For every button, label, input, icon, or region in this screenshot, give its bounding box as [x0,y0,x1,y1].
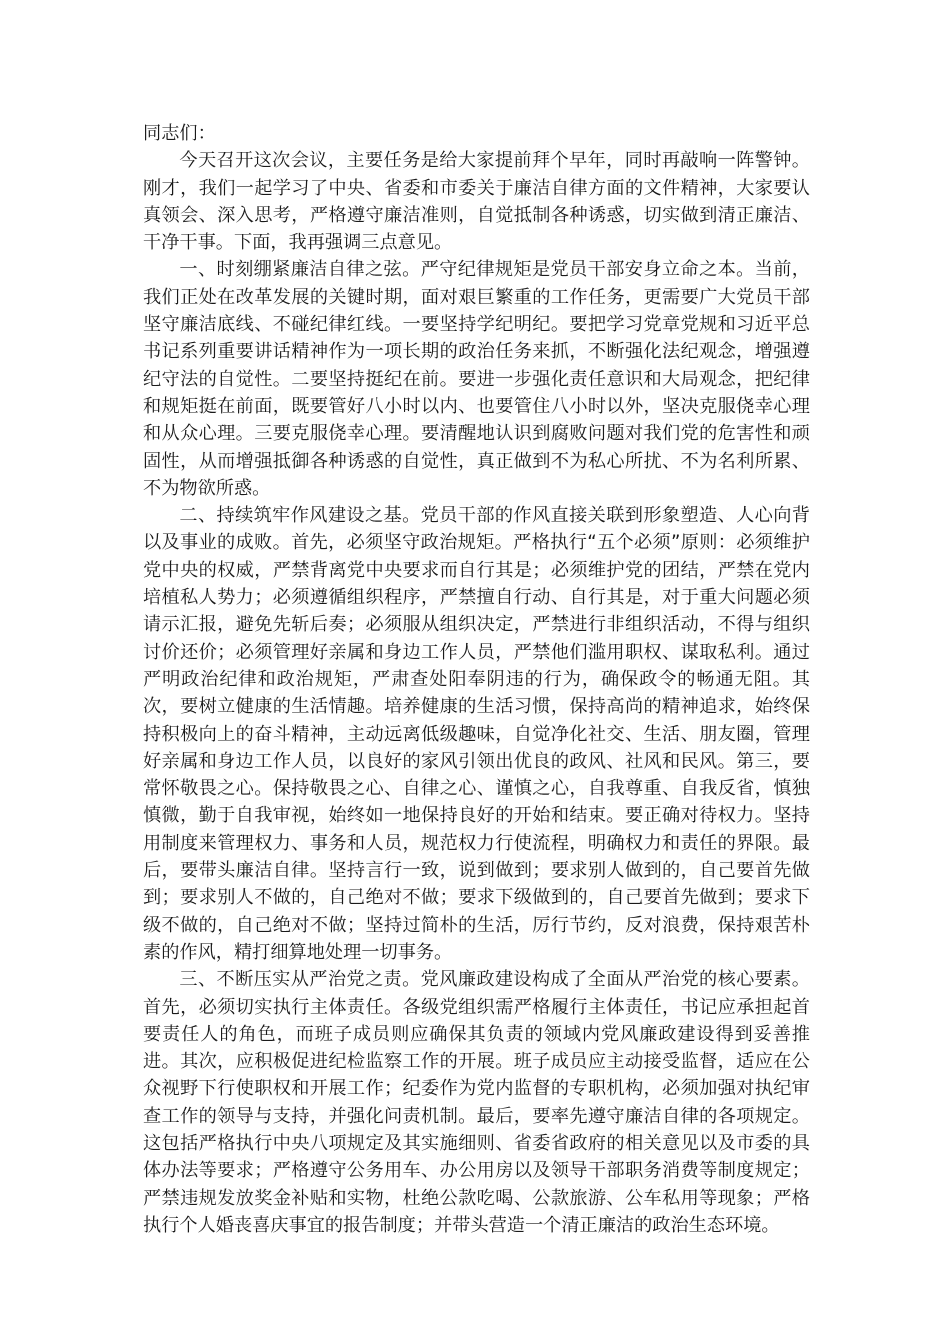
section-1-paragraph: 一、时刻绷紧廉洁自律之弦。严守纪律规矩是党员干部安身立命之本。当前，我们正处在改革发展的关键时期，面对艰巨繁重的工作任务，更需要广大党员干部坚守廉洁底线、不碰纪律红线。一要坚持学纪明纪。要把学习党章党规和习近平总书记系列重要讲话精神作为一项长期的政治任务来抓，不断强化法纪观念，增强遵纪守法的自觉性。二要坚持挺纪在前。要进一步强化责任意识和大局观念，把纪律和规矩挺在前面，既要管好八小时以内、也要管住八小时以外，坚决克服侥幸心理和从众心理。三要克服侥幸心理。要清醒地认识到腐败问题对我们党的危害性和顽固性，从而增强抵御各种诱惑的自觉性，真正做到不为私心所扰、不为名利所累、不为物欲所惑。 [143,259,810,499]
document-body [143,120,810,1239]
salutation: 同志们： [143,123,216,144]
intro-paragraph: 今天召开这次会议，主要任务是给大家提前拜个早年，同时再敲响一阵警钟。刚才，我们一起学习了中央、省委和市委关于廉洁自律方面的文件精神，大家要认真领会、深入思考，严格遵守廉洁准则，自觉抵制各种诱惑，切实做到清正廉洁、干净干事。下面，我再强调三点意见。 [143,150,810,254]
section-3-paragraph: 三、不断压实从严治党之责。党风廉政建设构成了全面从严治党的核心要素。首先，必须切实执行主体责任。各级党组织需严格履行主体责任，书记应承担起首要责任人的角色，而班子成员则应确保其负责的领域内党风廉政建设得到妥善推进。其次，应积极促进纪检监察工作的开展。班子成员应主动接受监督，适应在公众视野下行使职权和开展工作；纪委作为党内监督的专职机构，必须加强对执纪审查工作的领导与支持，并强化问责机制。最后，要率先遵守廉洁自律的各项规定。这包括严格执行中央八项规定及其实施细则、省委省政府的相关意见以及市委的具体办法等要求；严格遵守公务用车、办公用房以及领导干部职务消费等制度规定；严禁违规发放奖金补贴和实物，杜绝公款吃喝、公款旅游、公车私用等现象；严格执行个人婚丧喜庆事宜的报告制度；并带头营造一个清正廉洁的政治生态环境。 [143,969,810,1236]
section-2-paragraph: 二、持续筑牢作风建设之基。党员干部的作风直接关联到形象塑造、人心向背以及事业的成败。首先，必须坚守政治规矩。严格执行“五个必须”原则：必须维护党中央的权威，严禁背离党中央要求而自行其是；必须维护党的团结，严禁在党内培植私人势力；必须遵循组织程序，严禁擅自行动、自行其是，对于重大问题必须请示汇报，避免先斩后奏；必须服从组织决定，严禁进行非组织活动，不得与组织讨价还价；必须管理好亲属和身边工作人员，严禁他们滥用职权、谋取私利。通过严明政治纪律和政治规矩，严肃查处阳奉阴违的行为，确保政令的畅通无阻。其次，要树立健康的生活情趣。培养健康的生活习惯，保持高尚的精神追求，始终保持积极向上的奋斗精神，主动远离低级趣味，自觉净化社交、生活、朋友圈，管理好亲属和身边工作人员，以良好的家风引领出优良的政风、社风和民风。第三，要常怀敬畏之心。保持敬畏之心、自律之心、谨慎之心，自我尊重、自我反省，慎独慎微，勤于自我审视，始终如一地保持良好的开始和结束。要正确对待权力。坚持用制度来管理权力、事务和人员，规范权力行使流程，明确权力和责任的界限。最后，要带头廉洁自律。坚持言行一致，说到做到；要求别人做到的，自己要首先做到；要求别人不做的，自己绝对不做；要求下级做到的，自己要首先做到；要求下级不做的，自己绝对不做；坚持过简朴的生活，厉行节约，反对浪费，保持艰苦朴素的作风，精打细算地处理一切事务。 [143,505,810,963]
